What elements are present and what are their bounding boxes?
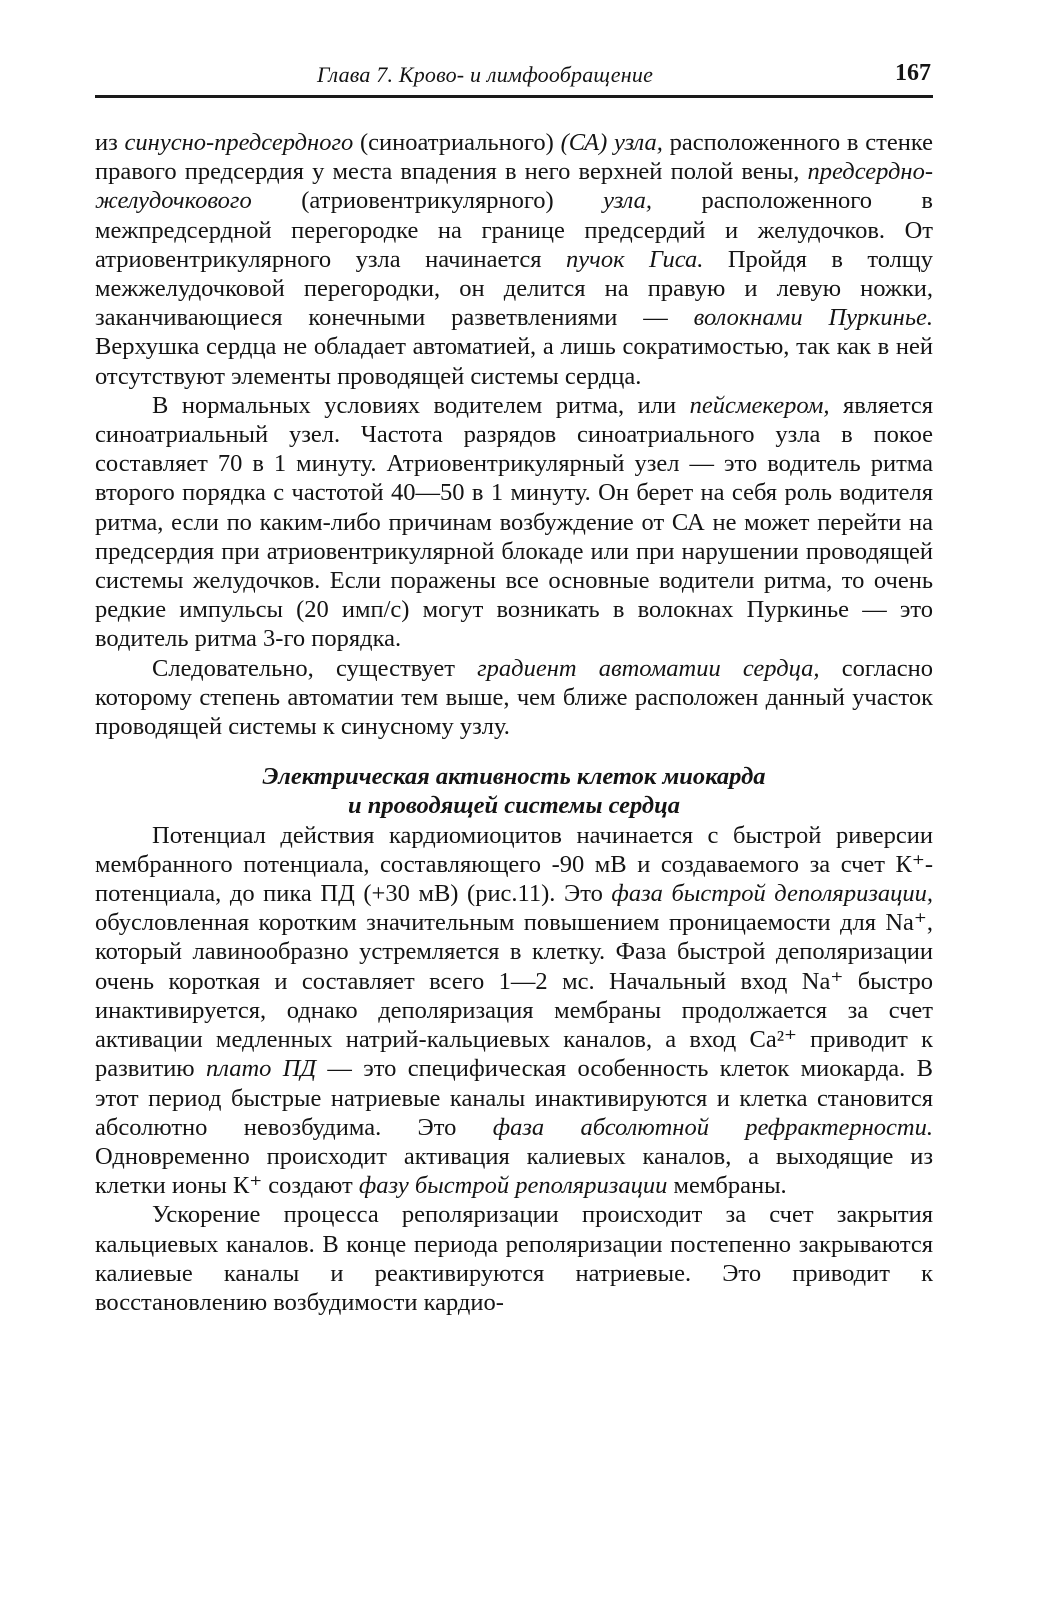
paragraphs-after-heading [95, 821, 933, 1317]
text-run: ) [545, 187, 604, 215]
text-run: Ускорение процесса реполяризации происходит за счет закрытия кальциевых каналов. В конце периода реполяризации постепенно закрываются калиевые каналы и реактивируются натриевые. Это приводит к восстановлению возбудимости кардио- [95, 1201, 933, 1316]
text-run: согласно которому степень автоматии тем выше, чем ближе расположен данный участок проводящей системы к синусному узлу. [95, 654, 934, 741]
page-body [95, 128, 933, 1317]
text-run: Верхушка сердца не обладает автоматией, а лишь сократимостью, так как в ней отсутствуют элементы проводящей системы сердца. [95, 333, 933, 390]
paragraph [95, 391, 933, 654]
paragraph [95, 654, 933, 742]
italic-term: предсердно-желудочкового [95, 158, 933, 215]
text-run: расположенного в стенке правого предсердия у места впадения в него верхней полой вены, [95, 129, 933, 186]
italic-term: фазу быстрой реполяризации [358, 1172, 668, 1200]
paragraph [95, 1200, 933, 1317]
italic-term: градиент автоматии сердца, [477, 654, 820, 682]
paragraph [95, 128, 933, 391]
page-number: 167 [895, 60, 931, 86]
text-run: (синоатриального) [353, 129, 561, 156]
text-run: мембраны. [667, 1172, 787, 1200]
text-run: является синоатриальный узел. Частота разрядов синоатриального узла в покое составляет 70 в 1 минуту. Атриовентрикулярный узел — это водитель ритма второго порядка с частотой 40—50 в 1 минуту. Он берет на себя роль водителя ритма, если по каким-либо причинам возбуждение от СА не может перейти на предсердия при атриовентрикулярной блокаде или при нарушении проводящей системы желудочков. Если поражены все основные водители ритма, то очень редкие импульсы (20 имп/с) могут возникать в волокнах Пуркинье — это водитель ритма 3-го порядка. [95, 391, 933, 653]
text-run: — это специфическая особенность клеток миокарда. В этот период быстрые натриевые каналы инактивируются и клетка становится абсолютно невозбудима. Это [95, 1055, 933, 1141]
italic-term: плато ПД [205, 1055, 317, 1083]
text-run: из [95, 129, 125, 156]
paragraph [95, 821, 933, 1201]
text-run: ( [251, 187, 310, 215]
text-run: Потенциал действия кардиомиоцитов начинается с быстрой риверсии мембранного потенциала, составляющего -90 мВ и создаваемого за счет К⁺-потенциала, до пика ПД (+30 мВ) (рис.11). Это [95, 821, 933, 908]
section-heading-line-1: Электрическая активность клеток миокарда [262, 763, 766, 791]
italic-term: пучок Гиса. [566, 245, 704, 273]
italic-term: фаза абсолютной рефрактерности. [492, 1113, 933, 1141]
text-run: атриовентрикулярного [309, 187, 546, 215]
italic-term: фаза быстрой деполяризации, [611, 880, 933, 908]
section-heading-line-2: и проводящей системы сердца [348, 792, 680, 820]
text-run: В нормальных условиях водителем ритма, или [152, 391, 690, 419]
running-title: Глава 7. Крово- и лимфообращение [317, 62, 654, 87]
italic-term: (СА) узла, [560, 129, 663, 156]
italic-term: пейсмекером, [689, 391, 830, 419]
section-heading [95, 762, 933, 820]
italic-term: синусно-предсердного [124, 129, 354, 156]
running-header [95, 58, 933, 98]
italic-term: узла, [603, 187, 652, 215]
italic-term: волокнами Пуркинье. [693, 304, 933, 332]
text-run: обусловленная коротким значительным повышением проницаемости для Na⁺, который лавинообразно устремляется в клетку. Фаза быстрой деполяризации очень короткая и составляет всего 1—2 мс. Начальный вход Na⁺ быстро инактивируется, однако деполяризация мембраны продолжается за счет активации медленных натрий-кальциевых каналов, а вход Са²⁺ приводит к развитию [95, 909, 933, 1083]
text-run: Одновременно происходит активация калиевых каналов, а выходящие из клетки ионы К⁺ создают [95, 1142, 933, 1200]
paragraphs-before-heading [95, 128, 933, 741]
text-run: расположенного в межпредсердной перегородке на границе предсердий и желудочков. От атриовентрикулярного узла начинается [95, 187, 933, 273]
text-run: Следовательно, существует [152, 654, 478, 682]
text-run: Пройдя в толщу межжелудочковой перегородки, он делится на правую и левую ножки, заканчивающиеся конечными разветвлениями — [95, 245, 934, 332]
